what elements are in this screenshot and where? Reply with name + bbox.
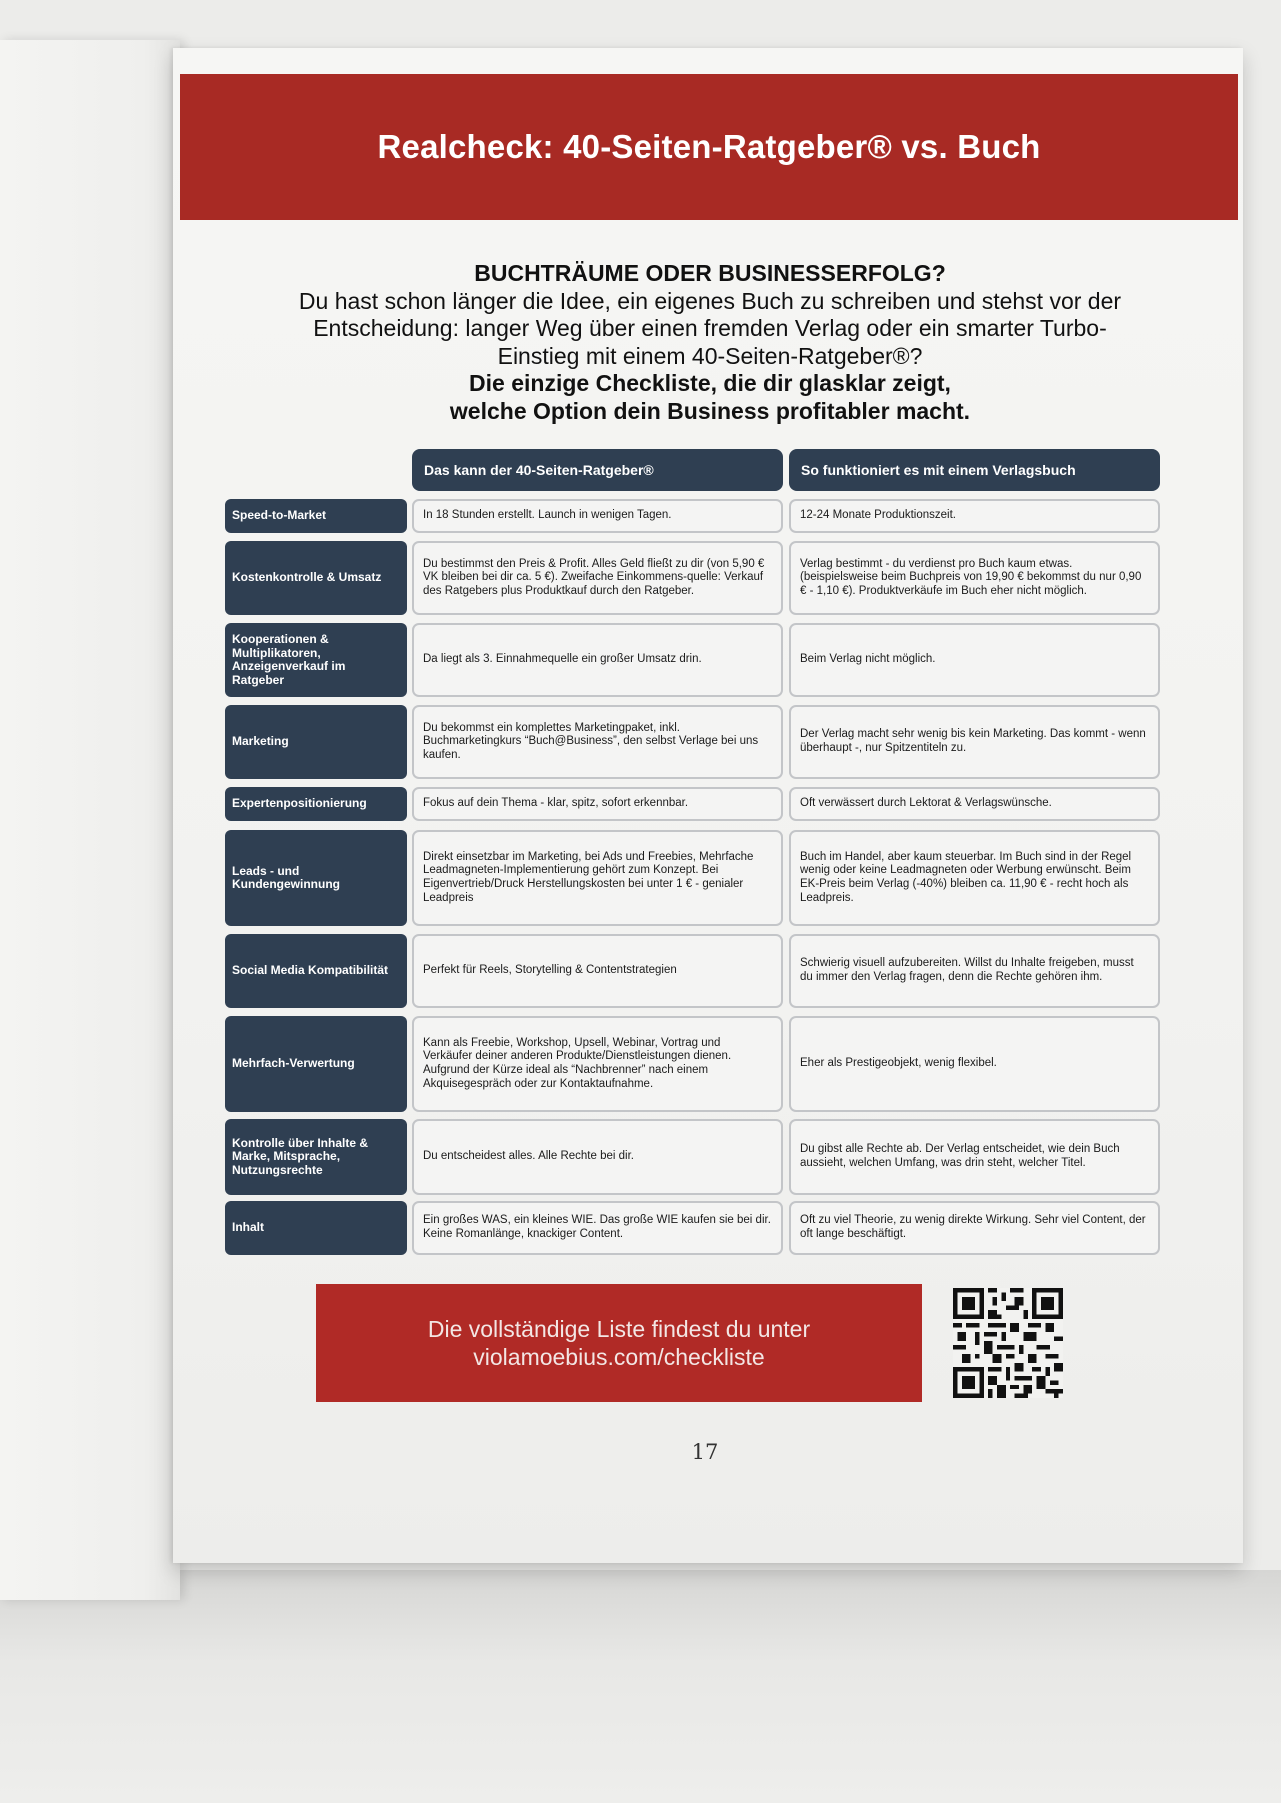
column-header-verlag: So funktioniert es mit einem Verlagsbuch bbox=[789, 449, 1160, 491]
ratgeber-cell: Du bekommst ein komplettes Marketingpaket, inkl. Buchmarketingkurs “Buch@Business”, den selbst Verlage bei uns kaufen. bbox=[412, 705, 783, 779]
ratgeber-cell: Perfekt für Reels, Storytelling & Contentstrategien bbox=[412, 934, 783, 1008]
table-row bbox=[225, 934, 1160, 1008]
intro-headline: BUCHTRÄUME ODER BUSINESSERFOLG? bbox=[474, 260, 946, 286]
verlag-cell: Der Verlag macht sehr wenig bis kein Marketing. Das kommt - wenn überhaupt -, nur Spitzentiteln zu. bbox=[789, 705, 1160, 779]
page-title: Realcheck: 40-Seiten-Ratgeber® vs. Buch bbox=[377, 128, 1041, 165]
column-header-ratgeber: Das kann der 40-Seiten-Ratgeber® bbox=[412, 449, 783, 491]
ratgeber-cell: Du bestimmst den Preis & Profit. Alles Geld fließt zu dir (von 5,90 € VK bleiben bei dir ca. 5 €). Zweifache Einkommens-quelle: Verkauf des Ratgebers plus Produktkauf durch den Ratgeber. bbox=[412, 541, 783, 615]
cta-url[interactable]: violamoebius.com/checkliste bbox=[473, 1344, 765, 1370]
ratgeber-cell: Da liegt als 3. Einnahmequelle ein großer Umsatz drin. bbox=[412, 623, 783, 697]
verlag-cell: Schwierig visuell aufzubereiten. Willst du Inhalte freigeben, musst du immer den Verlag fragen, denn die Rechte gehören ihm. bbox=[789, 934, 1160, 1008]
table-row bbox=[225, 787, 1160, 821]
row-label: Mehrfach-Verwertung bbox=[225, 1016, 407, 1112]
verlag-cell: Du gibst alle Rechte ab. Der Verlag entscheidet, wie dein Buch aussieht, welchen Umfang, was drin steht, welcher Titel. bbox=[789, 1119, 1160, 1195]
cta-box bbox=[316, 1284, 922, 1402]
ratgeber-cell: Du entscheidest alles. Alle Rechte bei dir. bbox=[412, 1119, 783, 1195]
verlag-cell: Buch im Handel, aber kaum steuerbar. Im Buch sind in der Regel wenig oder keine Leadmagneten oder Werbung erwünscht. Beim EK-Preis beim Verlag (-40%) bleiben ca. 11,90 € - recht hoch als Leadpreis. bbox=[789, 830, 1160, 926]
row-label: Marketing bbox=[225, 705, 407, 779]
intro-bold-line-2: welche Option dein Business profitabler macht. bbox=[449, 397, 971, 424]
table-row bbox=[225, 830, 1160, 926]
intro-bold-line-1: Die einzige Checkliste, die dir glasklar zeigt, bbox=[469, 370, 951, 396]
table-row bbox=[225, 1119, 1160, 1195]
left-page bbox=[0, 40, 180, 1600]
verlag-cell: Eher als Prestigeobjekt, wenig flexibel. bbox=[789, 1016, 1160, 1112]
verlag-cell: Beim Verlag nicht möglich. bbox=[789, 623, 1160, 697]
title-banner bbox=[180, 74, 1238, 220]
intro-text: Du hast schon länger die Idee, ein eigenes Buch zu schreiben und stehst vor der Entscheidung: langer Weg über einen fremden Verlag oder ein smarter Turbo-Einstieg mit einem 40-Seiten-Ratgeber®? bbox=[298, 287, 1122, 369]
table-surface bbox=[0, 1570, 1281, 1803]
row-label: Leads - und Kundengewinnung bbox=[225, 830, 407, 926]
verlag-cell: Oft zu viel Theorie, zu wenig direkte Wirkung. Sehr viel Content, der oft lange beschäftigt. bbox=[789, 1201, 1160, 1255]
intro-block bbox=[280, 260, 1140, 425]
row-label: Kontrolle über Inhalte & Marke, Mitsprache, Nutzungsrechte bbox=[225, 1119, 407, 1195]
table-row bbox=[225, 1201, 1160, 1255]
table-row bbox=[225, 1016, 1160, 1112]
ratgeber-cell: Fokus auf dein Thema - klar, spitz, sofort erkennbar. bbox=[412, 787, 783, 821]
verlag-cell: Oft verwässert durch Lektorat & Verlagswünsche. bbox=[789, 787, 1160, 821]
row-label: Expertenpositionierung bbox=[225, 787, 407, 821]
ratgeber-cell: Ein großes WAS, ein kleines WIE. Das große WIE kaufen sie bei dir. Keine Romanlänge, knackiger Content. bbox=[412, 1201, 783, 1255]
verlag-cell: 12-24 Monate Produktionszeit. bbox=[789, 499, 1160, 533]
ratgeber-cell: Kann als Freebie, Workshop, Upsell, Webinar, Vortrag und Verkäufer deiner anderen Produkte/Dienstleistungen dienen. Aufgrund der Kürze ideal als “Nachbrenner” nach einem Akquisegespräch oder zur Kontaktaufnahme. bbox=[412, 1016, 783, 1112]
cta-line-1: Die vollständige Liste findest du unter bbox=[427, 1316, 811, 1342]
row-label: Inhalt bbox=[225, 1201, 407, 1255]
verlag-cell: Verlag bestimmt - du verdienst pro Buch kaum etwas. (beispielsweise beim Buchpreis von 19,90 € bekommst du nur 0,90 € - 1,10 €). Produktverkäufe im Buch eher nicht möglich. bbox=[789, 541, 1160, 615]
qr-code-icon[interactable] bbox=[953, 1288, 1063, 1398]
table-row bbox=[225, 499, 1160, 533]
ratgeber-cell: Direkt einsetzbar im Marketing, bei Ads und Freebies, Mehrfache Leadmagneten-Implementierung gehört zum Konzept. Bei Eigenvertrieb/Druck Herstellungskosten bei unter 1 € - genialer Leadpreis bbox=[412, 830, 783, 926]
row-label: Kooperationen & Multiplikatoren, Anzeigenverkauf im Ratgeber bbox=[225, 623, 407, 697]
table-row bbox=[225, 623, 1160, 697]
table-row bbox=[225, 541, 1160, 615]
page-number: 17 bbox=[691, 1440, 719, 1464]
row-label: Social Media Kompatibilität bbox=[225, 934, 407, 1008]
table-row bbox=[225, 705, 1160, 779]
row-label: Kostenkontrolle & Umsatz bbox=[225, 541, 407, 615]
ratgeber-cell: In 18 Stunden erstellt. Launch in wenigen Tagen. bbox=[412, 499, 783, 533]
row-label: Speed-to-Market bbox=[225, 499, 407, 533]
